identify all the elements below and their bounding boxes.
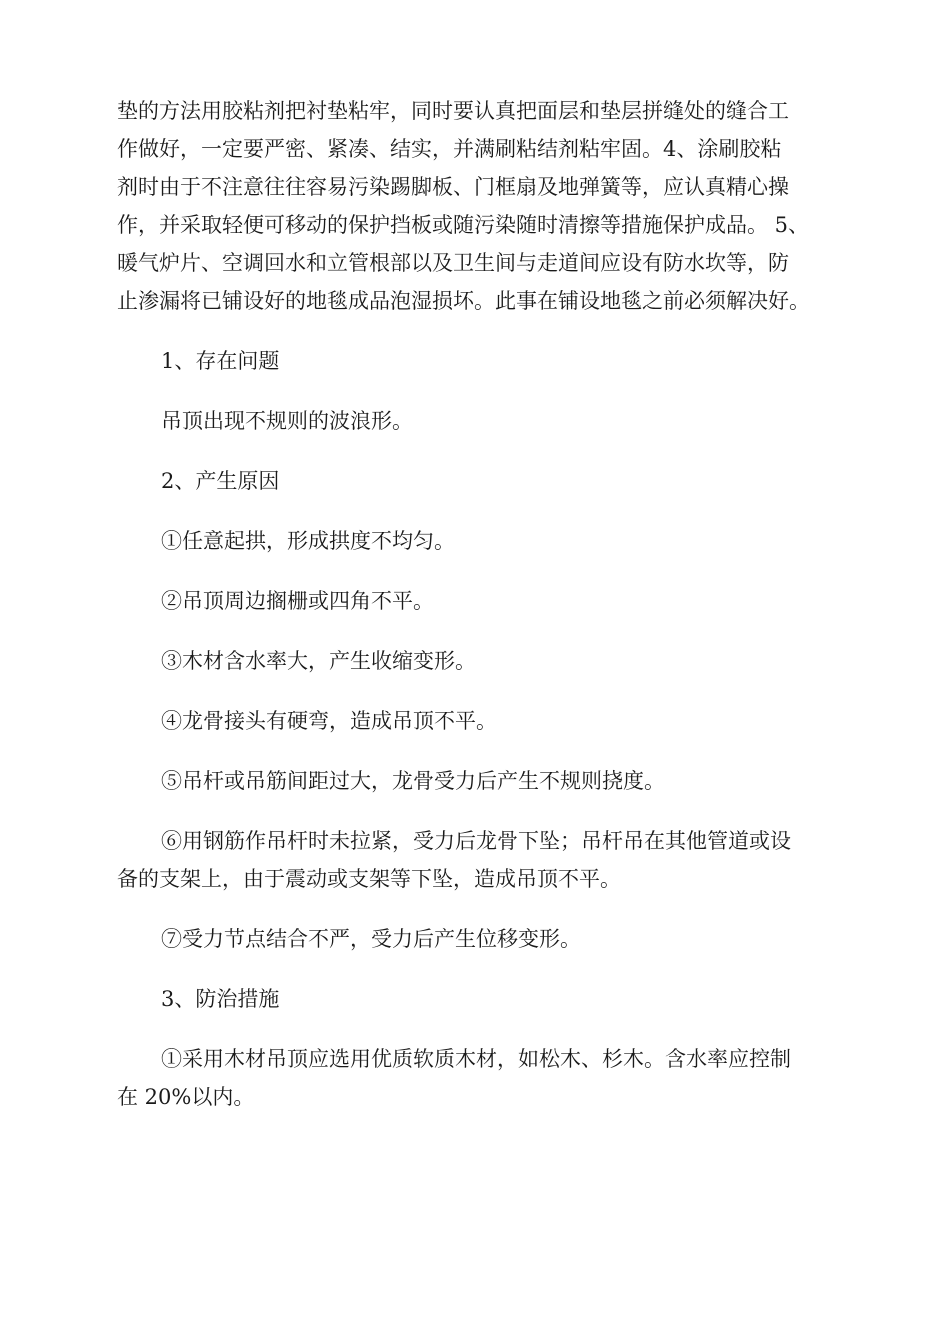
cause-item-3: ③木材含水率大，产生收缩变形。 (161, 649, 476, 673)
cause-item-5: ⑤吊杆或吊筋间距过大，龙骨受力后产生不规则挠度。 (161, 769, 665, 793)
intro-line: 剂时由于不注意往往容易污染踢脚板、门框扇及地弹簧等，应认真精心操 (117, 175, 789, 199)
intro-line: 作做好，一定要严密、紧凑、结实，并满刷粘结剂粘牢固。4、涂刷胶粘 (117, 137, 782, 161)
intro-line: 止渗漏将已铺设好的地毯成品泡湿损坏。此事在铺设地毯之前必须解决好。 (117, 289, 810, 313)
measure-item-1-line: ①采用木材吊顶应选用优质软质木材，如松木、杉木。含水率应控制 (161, 1047, 791, 1071)
intro-line: 垫的方法用胶粘剂把衬垫粘牢，同时要认真把面层和垫层拼缝处的缝合工 (117, 99, 789, 123)
cause-item-6-line: ⑥用钢筋作吊杆时未拉紧，受力后龙骨下坠；吊杆吊在其他管道或设 (161, 829, 791, 853)
intro-line: 暖气炉片、空调回水和立管根部以及卫生间与走道间应设有防水坎等，防 (117, 251, 789, 275)
problem-text: 吊顶出现不规则的波浪形。 (161, 409, 413, 433)
document-body (117, 92, 842, 1116)
section-heading-problem: 1、存在问题 (161, 349, 280, 373)
cause-item-7: ⑦受力节点结合不严，受力后产生位移变形。 (161, 927, 581, 951)
measure-item-1 (117, 1040, 842, 1116)
section-heading-measures: 3、防治措施 (161, 987, 280, 1011)
measure-item-1-line: 在 20%以内。 (117, 1085, 255, 1109)
intro-line: 作，并采取轻便可移动的保护挡板或随污染随时清擦等措施保护成品。 5、 (117, 213, 810, 237)
cause-item-1: ①任意起拱，形成拱度不均匀。 (161, 529, 455, 553)
cause-item-2: ②吊顶周边搁栅或四角不平。 (161, 589, 434, 613)
cause-item-6 (117, 822, 842, 898)
intro-paragraph (117, 92, 842, 320)
section-heading-cause: 2、产生原因 (161, 469, 280, 493)
cause-item-6-line: 备的支架上，由于震动或支架等下坠，造成吊顶不平。 (117, 867, 621, 891)
cause-item-4: ④龙骨接头有硬弯，造成吊顶不平。 (161, 709, 497, 733)
